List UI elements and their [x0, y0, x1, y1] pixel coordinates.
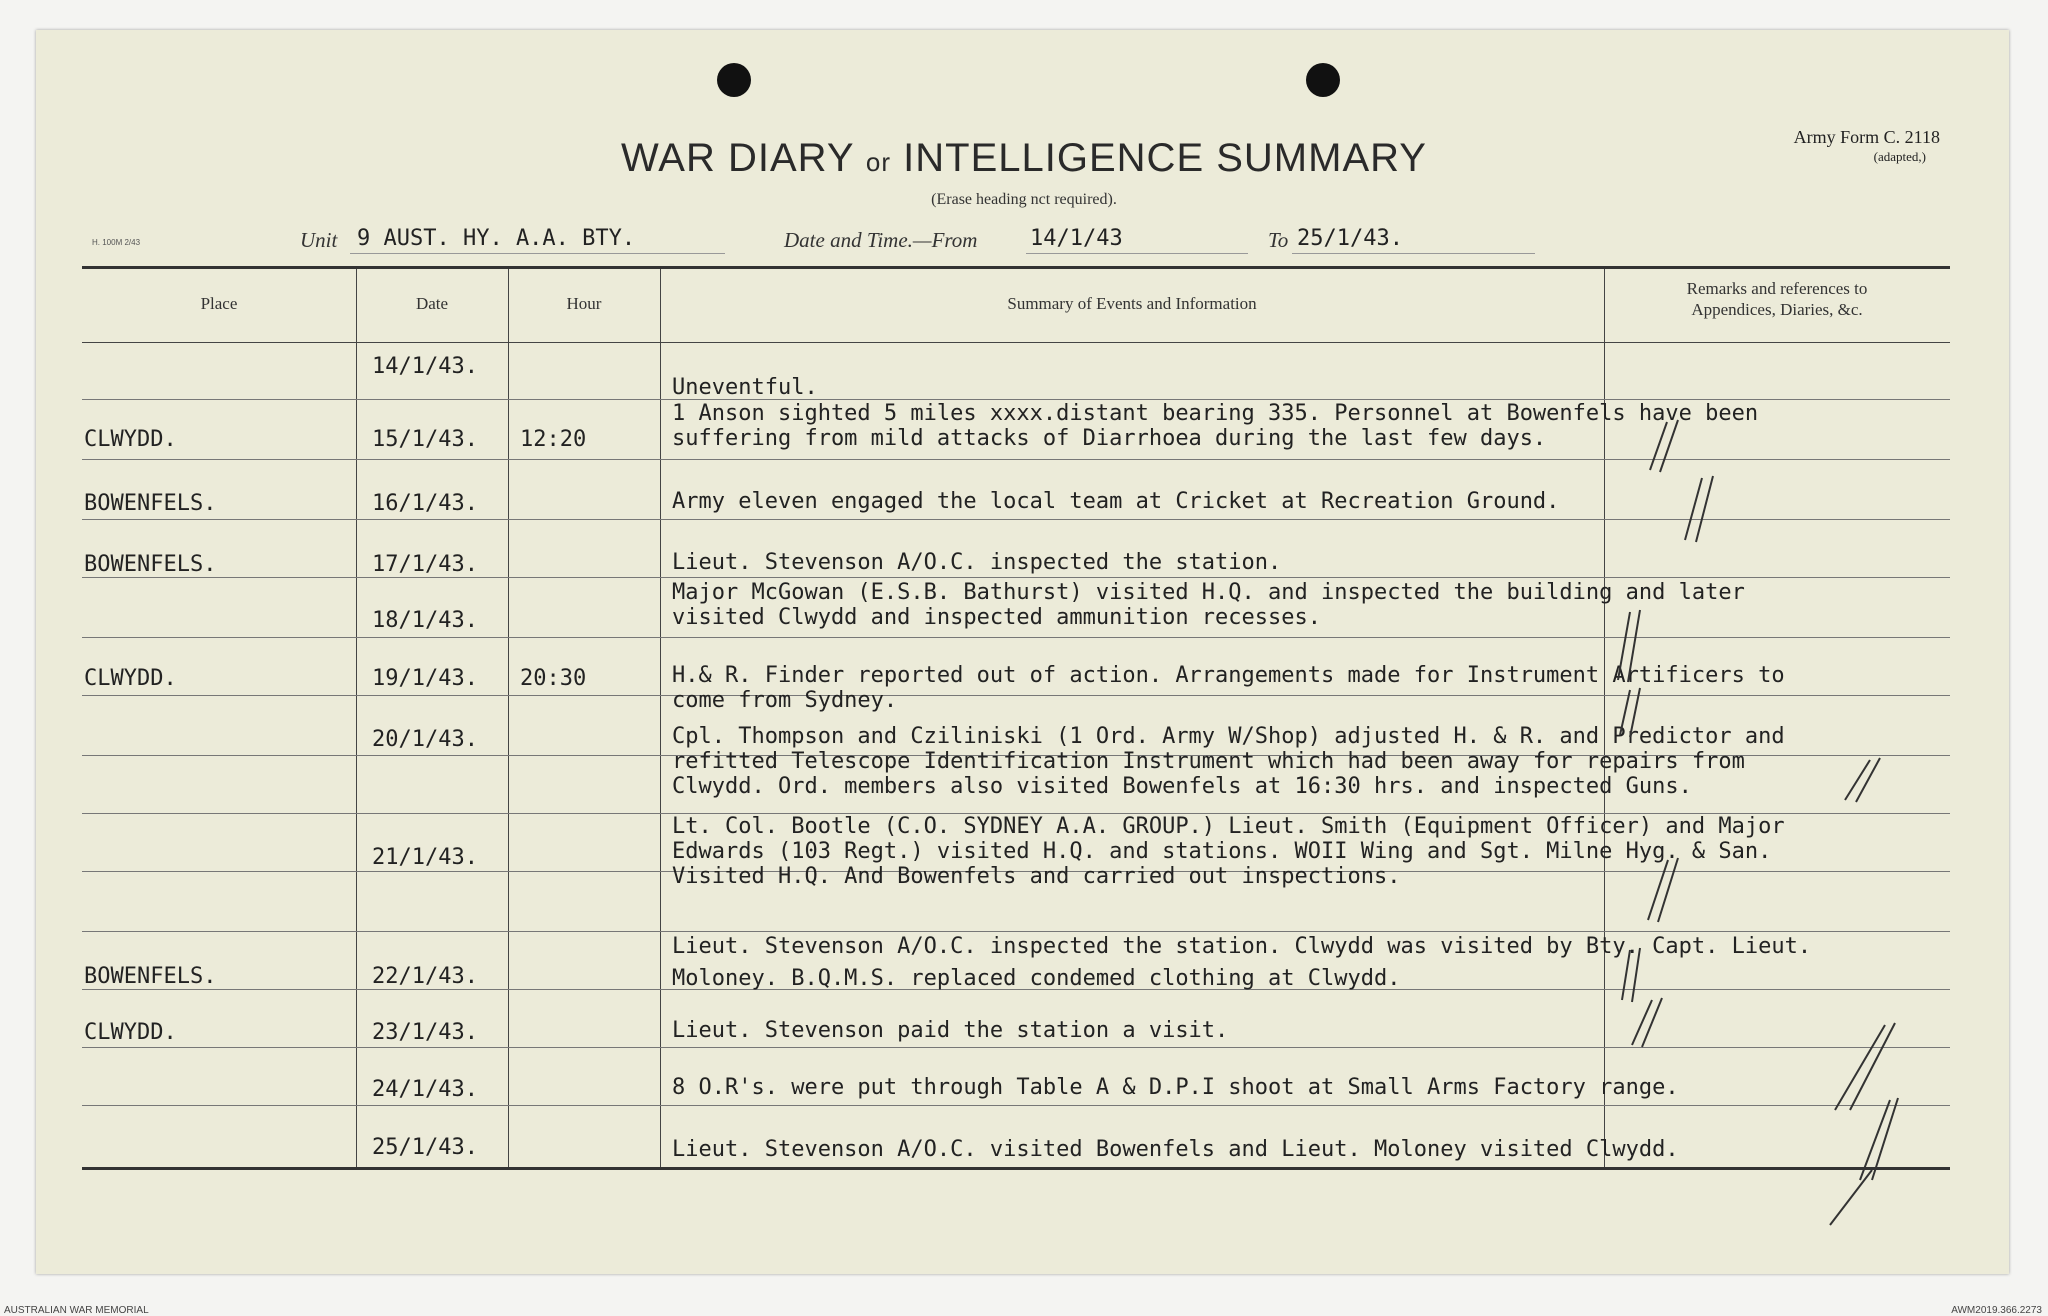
title-intelligence-summary: INTELLIGENCE SUMMARY	[903, 136, 1427, 180]
entry-place: CLWYDD.	[84, 666, 177, 691]
entry-summary: Major McGowan (E.S.B. Bathurst) visited H.Q. and inspected the building and later visited Clwydd and inspected ammunition recesses.	[672, 580, 1745, 630]
form-adapted: (adapted,)	[1873, 148, 1926, 164]
title-war-diary: WAR DIARY	[621, 136, 854, 180]
column-header-date: Date	[415, 294, 449, 313]
tick-mark	[1622, 948, 1640, 1002]
tick-mark	[1835, 1023, 1895, 1110]
footer-accession: AWM2019.366.2273	[1951, 1305, 2042, 1316]
entry-date: 16/1/43.	[372, 491, 478, 516]
entry-date: 24/1/43.	[372, 1077, 478, 1102]
tick-mark	[1845, 758, 1880, 802]
entry-summary: Army eleven engaged the local team at Cricket at Recreation Ground.	[672, 489, 1560, 514]
remarks-header-line-1: Remarks and references to	[1686, 279, 1868, 298]
tick-mark	[1648, 858, 1678, 922]
entry-place: CLWYDD.	[84, 1020, 177, 1045]
entry-summary: Lieut. Stevenson paid the station a visit.	[672, 1018, 1229, 1043]
date-from-label: Date and Time.—From	[784, 228, 978, 252]
entry-summary: Lieut. Stevenson A/O.C. inspected the station.	[672, 550, 1282, 575]
entry-date: 20/1/43.	[372, 727, 478, 752]
entry-hour: 20:30	[520, 666, 587, 691]
column-header-place: Place	[200, 294, 238, 313]
entry-place: BOWENFELS.	[84, 491, 217, 516]
date-from-value: 14/1/43	[1030, 226, 1123, 251]
entry-hour: 12:20	[520, 427, 587, 452]
entry-summary: Lieut. Stevenson A/O.C. inspected the station. Clwydd was visited by Bty. Capt. Lieut. Moloney. B.Q.M.S. replaced condemed clothing at Clwydd.	[672, 934, 1812, 991]
tick-mark	[1620, 688, 1640, 737]
title-or: or	[865, 147, 892, 177]
column-header-hour: Hour	[566, 294, 602, 313]
ref-code: H. 100M 2/43	[92, 238, 141, 247]
page-subtitle: (Erase heading nct required).	[931, 191, 1117, 208]
entry-date: 17/1/43.	[372, 552, 478, 577]
entry-place: BOWENFELS.	[84, 552, 217, 577]
entry-date: 25/1/43.	[372, 1135, 478, 1160]
entry-date: 19/1/43.	[372, 666, 478, 691]
entry-place: BOWENFELS.	[84, 964, 217, 989]
entry-date: 21/1/43.	[372, 845, 478, 870]
tick-mark	[1830, 1098, 1898, 1225]
entry-date: 23/1/43.	[372, 1020, 478, 1045]
entry-date: 15/1/43.	[372, 427, 478, 452]
date-to-value: 25/1/43.	[1297, 226, 1403, 251]
date-to-label: To	[1268, 228, 1289, 252]
entry-summary: 8 O.R's. were put through Table A & D.P.I shoot at Small Arms Factory range.	[672, 1075, 1679, 1100]
entry-summary: Uneventful.	[672, 375, 818, 400]
entry-summary: Cpl. Thompson and Cziliniski (1 Ord. Army W/Shop) adjusted H. & R. and Predictor and refitted Telescope Identification Instrument which had been away for repairs from Clwydd. Ord. members also visited Bowenfels at 16:30 hrs. and inspected Guns.	[672, 724, 1785, 799]
entry-date: 22/1/43.	[372, 964, 478, 989]
tick-mark	[1632, 998, 1662, 1047]
entry-place: CLWYDD.	[84, 427, 177, 452]
entry-summary: 1 Anson sighted 5 miles xxxx.distant bearing 335. Personnel at Bowenfels have been suffering from mild attacks of Diarrhoea during the last few days.	[672, 401, 1759, 451]
entry-summary: H.& R. Finder reported out of action. Arrangements made for Instrument Artificers to come from Sydney.	[672, 663, 1785, 713]
tick-mark	[1650, 420, 1678, 472]
remarks-header-line-2: Appendices, Diaries, &c.	[1691, 300, 1863, 320]
form-number: Army Form C. 2118	[1793, 127, 1940, 147]
unit-value: 9 AUST. HY. A.A. BTY.	[357, 226, 636, 251]
footer-source: AUSTRALIAN WAR MEMORIAL	[4, 1305, 149, 1316]
column-header-summary: Summary of Events and Information	[1007, 294, 1257, 313]
tick-mark	[1685, 476, 1713, 542]
tick-mark	[1618, 610, 1640, 682]
unit-label: Unit	[300, 228, 338, 252]
entry-date: 18/1/43.	[372, 608, 478, 633]
entry-date: 14/1/43.	[372, 354, 478, 379]
entry-summary: Lieut. Stevenson A/O.C. visited Bowenfels and Lieut. Moloney visited Clwydd.	[672, 1137, 1679, 1162]
entry-summary: Lt. Col. Bootle (C.O. SYDNEY A.A. GROUP.) Lieut. Smith (Equipment Officer) and Major Edwards (103 Regt.) visited H.Q. and stations. WOII Wing and Sgt. Milne Hyg. & San. Visited H.Q. And Bowenfels and carried out inspections.	[672, 814, 1785, 889]
